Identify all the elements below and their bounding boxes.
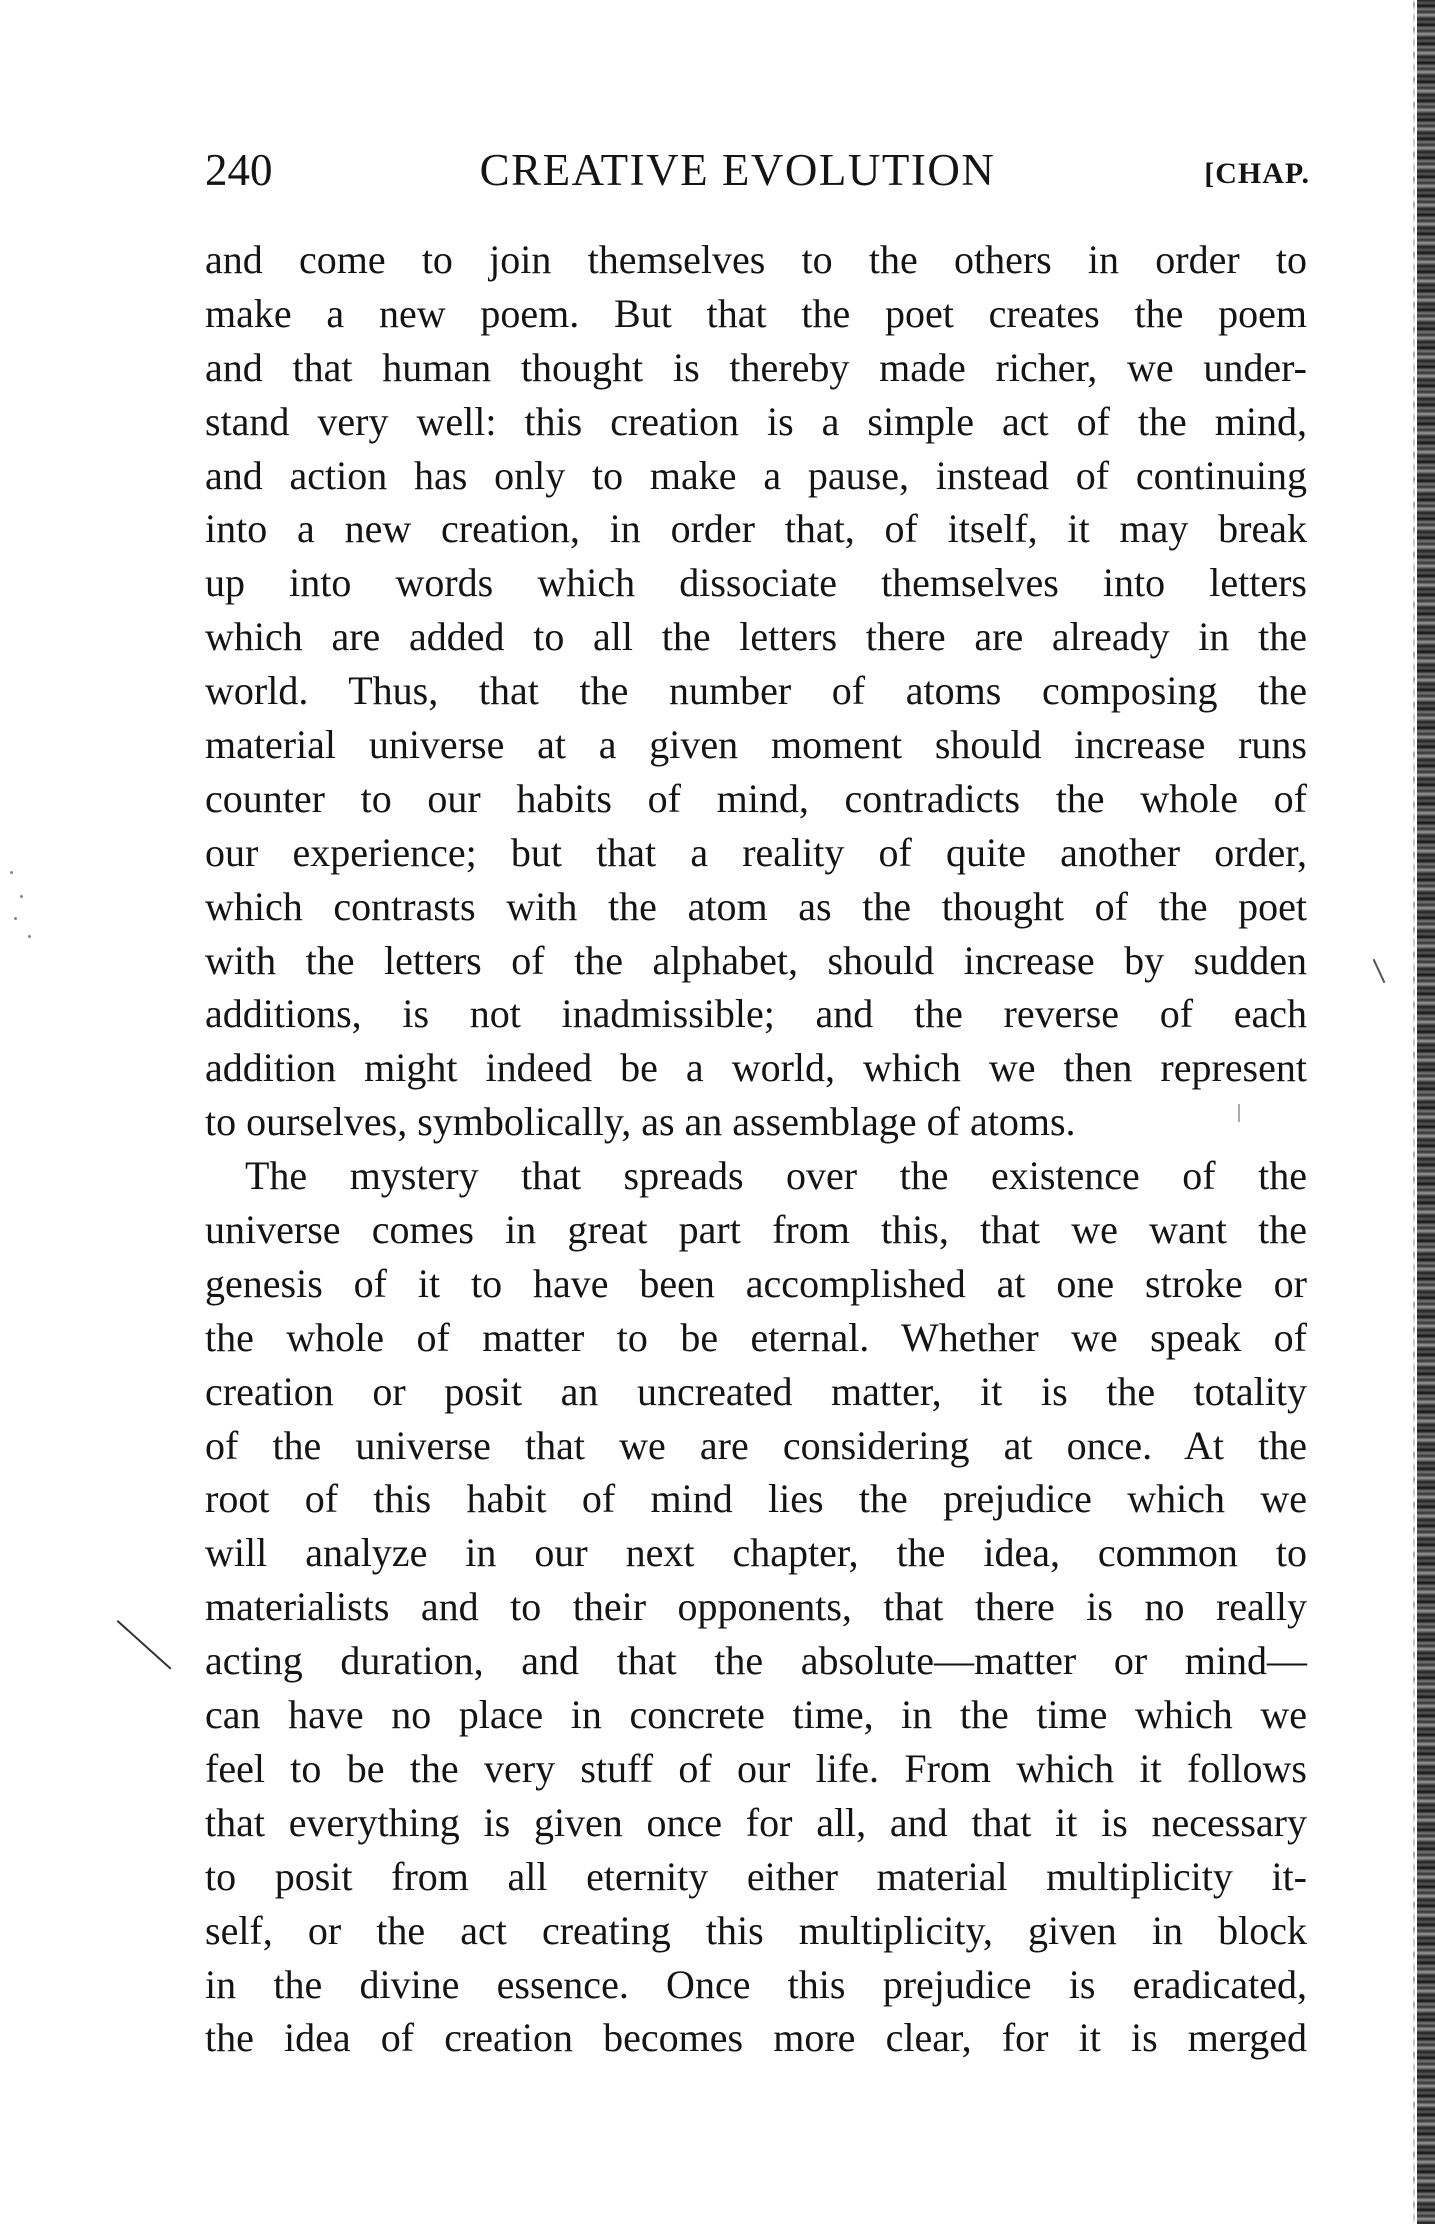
text-line: up into words which dissociate themselves into letters bbox=[205, 560, 1307, 606]
body-text bbox=[205, 233, 1307, 2065]
text-line: self, or the act creating this multiplicity, given in block bbox=[205, 1907, 1307, 1953]
text-line: our experience; but that a reality of quite another order, bbox=[205, 829, 1307, 875]
margin-specks bbox=[6, 865, 46, 945]
text-line: with the letters of the alphabet, should increase by sudden bbox=[205, 937, 1307, 983]
text-line: universe comes in great part from this, that we want the bbox=[205, 1207, 1307, 1253]
page-number: 240 bbox=[205, 145, 273, 195]
text-line: root of this habit of mind lies the prejudice which we bbox=[205, 1476, 1307, 1522]
text-line: and that human thought is thereby made richer, we under- bbox=[205, 344, 1307, 390]
text-line: the whole of matter to be eternal. Whether we speak of bbox=[205, 1314, 1307, 1360]
paragraph-start-line: The mystery that spreads over the existence of the bbox=[245, 1153, 1307, 1199]
text-line: that everything is given once for all, and that it is necessary bbox=[205, 1799, 1307, 1845]
running-head bbox=[205, 140, 1310, 200]
text-line: material universe at a given moment should increase runs bbox=[205, 722, 1307, 768]
text-line: stand very well: this creation is a simple act of the mind, bbox=[205, 398, 1307, 444]
margin-tick-right bbox=[1373, 959, 1386, 983]
text-line: counter to our habits of mind, contradicts the whole of bbox=[205, 775, 1307, 821]
book-title: CREATIVE EVOLUTION bbox=[479, 145, 996, 195]
text-line: materialists and to their opponents, that there is no really bbox=[205, 1584, 1307, 1630]
text-line: addition might indeed be a world, which we then represent bbox=[205, 1045, 1307, 1091]
text-line: to posit from all eternity either material multiplicity it- bbox=[205, 1853, 1307, 1899]
text-line: which are added to all the letters there are already in the bbox=[205, 614, 1307, 660]
text-line: acting duration, and that the absolute—matter or mind— bbox=[205, 1638, 1307, 1684]
scanned-page-edge bbox=[1417, 0, 1435, 2224]
text-line: into a new creation, in order that, of itself, it may break bbox=[205, 506, 1307, 552]
text-line: feel to be the very stuff of our life. From which it follows bbox=[205, 1745, 1307, 1791]
text-line: to ourselves, symbolically, as an assemblage of atoms. bbox=[205, 1099, 1076, 1145]
text-line: and come to join themselves to the others in order to bbox=[205, 237, 1307, 282]
text-line: can have no place in concrete time, in the time which we bbox=[205, 1692, 1307, 1738]
text-line: creation or posit an uncreated matter, it is the totality bbox=[205, 1368, 1307, 1414]
text-line: genesis of it to have been accomplished at one stroke or bbox=[205, 1260, 1307, 1306]
text-line: the idea of creation becomes more clear, for it is merged bbox=[205, 2015, 1307, 2061]
text-line: and action has only to make a pause, instead of continuing bbox=[205, 452, 1307, 498]
text-line: which contrasts with the atom as the thought of the poet bbox=[205, 883, 1307, 929]
text-line: make a new poem. But that the poet creates the poem bbox=[205, 290, 1307, 336]
scanned-page-edge-shadow bbox=[1413, 0, 1415, 2224]
margin-pencil-mark bbox=[117, 1620, 172, 1670]
text-line: of the universe that we are considering at once. At the bbox=[205, 1422, 1307, 1468]
text-line: world. Thus, that the number of atoms composing the bbox=[205, 668, 1307, 714]
text-line: additions, is not inadmissible; and the reverse of each bbox=[205, 991, 1307, 1037]
text-line: in the divine essence. Once this prejudice is eradicated, bbox=[205, 1961, 1307, 2007]
chapter-tag: [CHAP. bbox=[1204, 157, 1310, 190]
text-line: will analyze in our next chapter, the idea, common to bbox=[205, 1530, 1307, 1576]
